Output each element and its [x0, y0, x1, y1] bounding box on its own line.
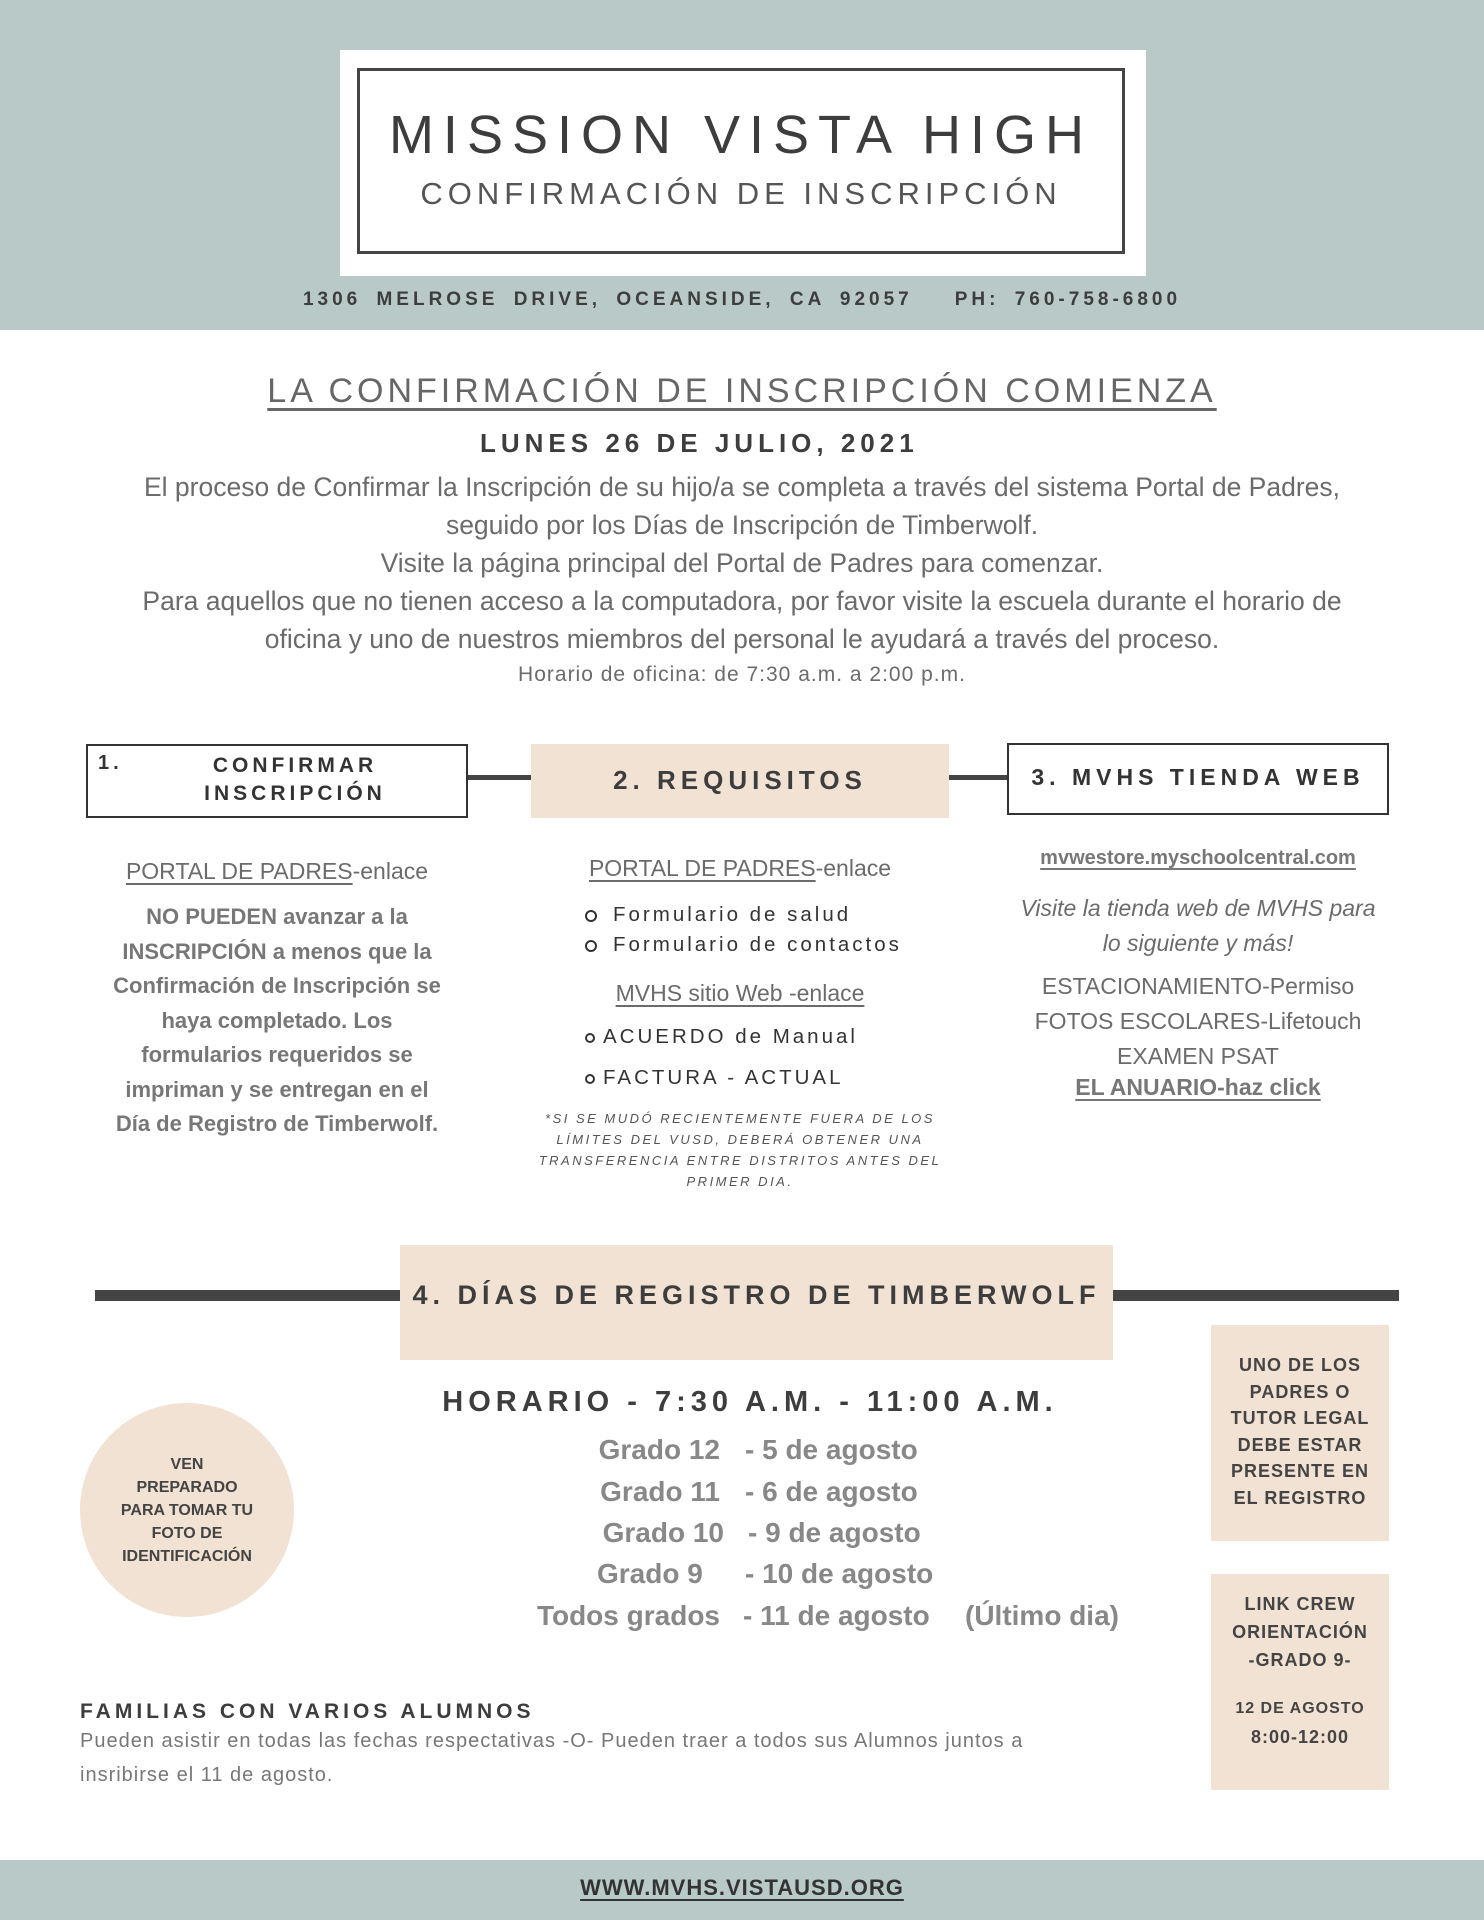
- schedule-grade: Grado 9: [597, 1558, 703, 1589]
- school-name: MISSION VISTA HIGH: [388, 105, 1094, 165]
- sidebar-line: PADRES O: [1249, 1381, 1351, 1402]
- schedule-row: [520, 1476, 1120, 1516]
- list-item: [585, 1066, 844, 1090]
- schedule-row: [520, 1517, 1120, 1557]
- link-crew-date: 12 DE AGOSTO: [1235, 1700, 1365, 1717]
- school-phone: PH: 760-758-6800: [954, 289, 1182, 310]
- webstore-intro: [1007, 891, 1389, 961]
- step1-text-line: Confirmación de Inscripción se: [113, 973, 441, 998]
- intro-line: Para aquellos que no tienen acceso a la computadora, por favor visite la escuela durante el horario de: [142, 586, 1342, 616]
- list-item: [585, 1025, 858, 1049]
- website-footer-link[interactable]: WWW.MVHS.VISTAUSD.ORG: [580, 1875, 904, 1900]
- photo-note-line: PREPARADO: [136, 1479, 238, 1496]
- webstore-items: [1007, 969, 1389, 1074]
- intro-line: El proceso de Confirmar la Inscripción de su hijo/a se completa a través del sistema Portal de Padres,: [143, 472, 1341, 502]
- link-suffix: -enlace: [815, 855, 892, 881]
- list-item: FOTOS ESCOLARES-Lifetouch: [1034, 1008, 1362, 1034]
- photo-note-line: IDENTIFICACIÓN: [122, 1548, 252, 1565]
- families-line: Pueden asistir en todas las fechas respectativas -O- Pueden traer a todos sus Alumnos juntos a: [80, 1730, 1024, 1752]
- divider-line: [95, 1290, 405, 1301]
- note-line: LÍMITES DEL VUSD, DEBERÁ OBTENER UNA: [556, 1132, 924, 1147]
- schedule-date: - 11 de agosto: [743, 1600, 930, 1631]
- webstore-link[interactable]: [1007, 847, 1389, 870]
- intro-line: seguido por los Días de Inscripción de Timberwolf.: [445, 510, 1039, 540]
- list-item-text: Formulario de salud: [613, 903, 852, 926]
- school-address: 1306 MELROSE DRIVE, OCEANSIDE, CA 92057: [302, 289, 913, 310]
- connector-line: [466, 775, 533, 780]
- photo-note-line: FOTO DE: [151, 1525, 223, 1542]
- page-subtitle: CONFIRMACIÓN DE INSCRIPCIÓN: [420, 176, 1062, 211]
- contact-line: [0, 289, 1484, 311]
- step1-title-line: INSCRIPCIÓN: [204, 782, 386, 805]
- list-item-text: ACUERDO de Manual: [603, 1025, 858, 1048]
- mvhs-website-link[interactable]: [531, 980, 949, 1007]
- families-text: [80, 1724, 1160, 1792]
- intro-heading-text: LA CONFIRMACIÓN DE INSCRIPCIÓN COMIENZA: [267, 372, 1217, 410]
- schedule-grade: Todos grados: [536, 1600, 720, 1631]
- note-line: TRANSFERENCIA ENTRE DISTRITOS ANTES DEL: [538, 1153, 942, 1168]
- sidebar-line: ORIENTACIÓN: [1232, 1622, 1368, 1642]
- sidebar-line: UNO DE LOS: [1238, 1355, 1361, 1375]
- schedule-date: - 9 de agosto: [748, 1517, 921, 1548]
- schedule-date: - 10 de agosto: [745, 1558, 934, 1589]
- connector-line: [947, 775, 1009, 780]
- step1-text-line: formularios requeridos se: [141, 1042, 413, 1067]
- parent-portal-link-label: PORTAL DE PADRES: [588, 855, 816, 881]
- sidebar-line: LINK CREW: [1244, 1594, 1356, 1614]
- bullet-icon: [585, 910, 597, 922]
- note-line: *SI SE MUDÓ RECIENTEMENTE FUERA DE LOS: [545, 1111, 935, 1126]
- list-item-text: Formulario de contactos: [613, 933, 902, 956]
- sidebar-line: TUTOR LEGAL: [1230, 1408, 1370, 1428]
- step1-text-line: haya completado. Los: [161, 1007, 393, 1033]
- schedule-note: (Último dia): [965, 1600, 1119, 1631]
- step3-title: 3. MVHS TIENDA WEB: [1031, 764, 1365, 790]
- sidebar-line: DEBE ESTAR: [1237, 1434, 1363, 1455]
- step1-text-line: impriman y se entregan en el: [125, 1076, 429, 1102]
- intro-line: Visite la página principal del Portal de Padres para comenzar.: [380, 548, 1104, 578]
- photo-reminder-text: [80, 1453, 294, 1568]
- step1-number: 1.: [98, 752, 123, 774]
- schedule-date: - 6 de agosto: [745, 1476, 918, 1507]
- schedule-grade: Grado 11: [600, 1476, 720, 1507]
- step1-text-line: NO PUEDEN avanzar a la: [146, 904, 408, 929]
- divider-line: [1112, 1290, 1399, 1301]
- link-crew-time: 8:00-12:00: [1250, 1727, 1350, 1747]
- intro-line: oficina y uno de nuestros miembros del personal le ayudará a través del proceso.: [264, 624, 1220, 654]
- website-link-label: [616, 980, 865, 1006]
- list-item: [585, 933, 902, 957]
- schedule-grade: Grado 12: [598, 1434, 720, 1465]
- families-line: insribirse el 11 de agosto.: [80, 1764, 334, 1786]
- webstore-intro-line: Visite la tienda web de MVHS para: [1020, 895, 1376, 921]
- yearbook-link[interactable]: [1007, 1074, 1389, 1101]
- webstore-link-label: mvwestore.myschoolcentral.com: [1040, 847, 1356, 869]
- schedule-row: [520, 1434, 1120, 1474]
- step1-title-line: CONFIRMAR: [212, 754, 378, 777]
- office-hours: Horario de oficina: de 7:30 a.m. a 2:00 p.m.: [518, 663, 966, 686]
- intro-heading: [0, 372, 1484, 411]
- registration-hours: HORARIO - 7:30 A.M. - 11:00 A.M.: [442, 1386, 1058, 1418]
- parent-portal-link[interactable]: [86, 858, 468, 885]
- link-crew-text: [1211, 1590, 1389, 1674]
- website-link-suffix: -enlace: [782, 980, 865, 1006]
- transfer-note: [531, 1108, 949, 1192]
- list-item: ESTACIONAMIENTO-Permiso: [1041, 973, 1355, 999]
- sidebar-line: -GRADO 9-: [1248, 1650, 1352, 1670]
- note-line: PRIMER DIA.: [686, 1174, 794, 1189]
- step1-text-line: Día de Registro de Timberwolf.: [115, 1111, 439, 1136]
- link-suffix: -enlace: [352, 858, 429, 884]
- bullet-icon: [585, 1074, 595, 1084]
- bullet-icon: [585, 1033, 595, 1043]
- list-item: EXAMEN PSAT: [1117, 1043, 1279, 1069]
- step1-description: [86, 900, 468, 1142]
- sidebar-line: EL REGISTRO: [1233, 1487, 1367, 1508]
- step1-text-line: INSCRIPCIÓN a menos que la: [122, 938, 432, 964]
- families-title: FAMILIAS CON VARIOS ALUMNOS: [80, 1700, 535, 1723]
- schedule-row: [520, 1558, 1120, 1598]
- bullet-icon: [585, 940, 597, 952]
- photo-note-line: PARA TOMAR TU: [120, 1502, 254, 1519]
- intro-body: [60, 468, 1424, 658]
- list-item-text: FACTURA - ACTUAL: [603, 1066, 844, 1089]
- webstore-intro-line: lo siguiente y más!: [1102, 930, 1294, 956]
- registration-title: 4. DÍAS DE REGISTRO DE TIMBERWOLF: [412, 1280, 1101, 1310]
- schedule-row: [520, 1600, 1160, 1640]
- step1-title: [190, 752, 400, 808]
- parent-portal-link-2[interactable]: [531, 855, 949, 882]
- website-link-main: MVHS sitio Web: [615, 980, 783, 1006]
- parent-portal-link-label: PORTAL DE PADRES: [125, 858, 353, 884]
- parent-required-text: [1211, 1352, 1389, 1511]
- list-item: [585, 903, 851, 927]
- sidebar-line: PRESENTE EN: [1230, 1461, 1370, 1481]
- step2-title: 2. REQUISITOS: [613, 765, 867, 795]
- photo-note-line: VEN: [170, 1456, 204, 1473]
- schedule-date: - 5 de agosto: [745, 1434, 918, 1465]
- yearbook-link-label: EL ANUARIO-haz click: [1075, 1074, 1321, 1100]
- start-date: LUNES 26 DE JULIO, 2021: [480, 428, 919, 458]
- schedule-grade: Grado 10: [602, 1517, 724, 1548]
